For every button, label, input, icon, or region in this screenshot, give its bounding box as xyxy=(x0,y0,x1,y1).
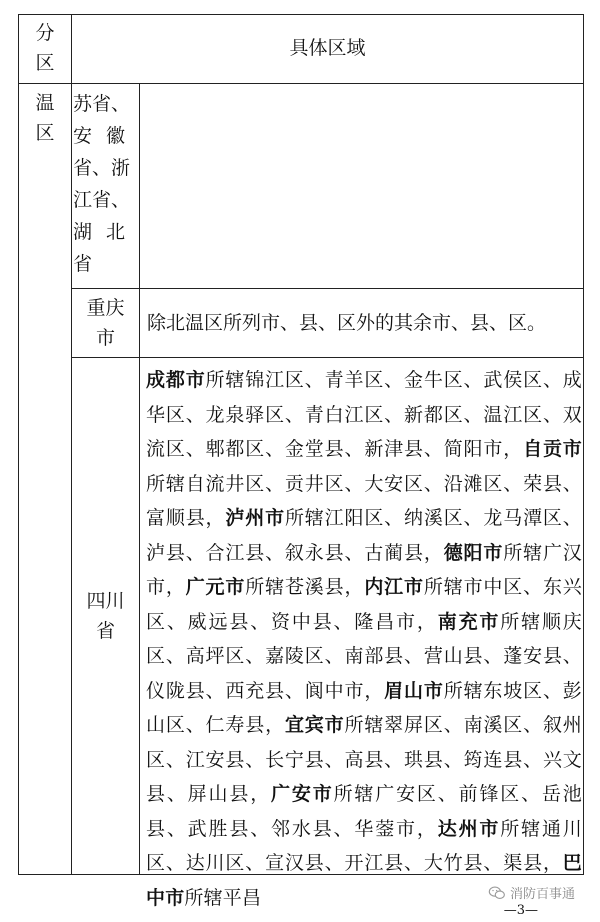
district-list: 所辖苍溪县， xyxy=(245,576,365,598)
district-list: 所辖自流井区、贡井区、大安区、沿滩区、荣县、富顺县， xyxy=(146,472,582,529)
district-list: 所辖平昌 xyxy=(184,886,262,909)
district-list: 所辖东坡区、彭山区、仁寿县， xyxy=(146,679,582,736)
table-right-border xyxy=(583,14,584,875)
district-list: 所辖翠屏区、南溪区、叙州区、江安县、长宁县、高县、珙县、筠连县、兴文县、屏山县， xyxy=(146,714,582,805)
area-chongqing: 除北温区所列市、县、区外的其余市、县、区。 xyxy=(147,312,547,334)
zone-label xyxy=(19,88,71,148)
city-name: 德阳市 xyxy=(443,541,504,564)
district-list: 所辖广汉市， xyxy=(146,541,582,598)
city-name: 泸州市 xyxy=(225,507,285,529)
city-name: 宜宾市 xyxy=(284,714,345,736)
city-name: 广安市 xyxy=(271,783,334,805)
header-area-label: 具体区域 xyxy=(289,37,366,59)
district-list: 所辖锦江区、青羊区、金牛区、武侯区、成华区、龙泉驿区、青白江区、新都区、温江区、双流区、郫都区、金堂县、新津县、简阳市， xyxy=(146,369,582,460)
header-zone-label xyxy=(19,18,71,78)
zone-char-2: 区 xyxy=(35,122,55,144)
wechat-icon xyxy=(488,886,506,900)
row-separator-2 xyxy=(71,357,584,358)
province-line: 江省、 xyxy=(73,189,131,211)
city-name: 巴中市 xyxy=(146,852,582,909)
province-line: 省 xyxy=(73,253,93,275)
header-zone-char-2: 区 xyxy=(35,52,55,74)
city-name: 内江市 xyxy=(364,576,424,598)
district-list: 所辖广安区、前锋区、岳池县、武胜县、邻水县、华蓥市， xyxy=(146,783,583,840)
district-list: 所辖江阳区、纳溪区、龙马潭区、泸县、合江县、叙永县、古蔺县， xyxy=(146,507,582,564)
province-line: 省 xyxy=(95,620,115,642)
city-name: 南充市 xyxy=(437,610,501,633)
province-line: 安 徽 xyxy=(73,125,130,147)
province-line: 湖 北 xyxy=(73,221,130,243)
city-name: 眉山市 xyxy=(384,679,444,702)
province-line: 重庆 xyxy=(86,297,125,319)
province-sichuan xyxy=(72,586,139,646)
district-list: 所辖通川区、达川区、宣汉县、开江县、大竹县、渠县， xyxy=(146,817,582,874)
page-number: —3— xyxy=(503,903,538,918)
city-name: 达州市 xyxy=(437,817,501,840)
zone-column-divider xyxy=(71,14,72,875)
province-line: 四川 xyxy=(86,590,125,612)
province-line: 省、浙 xyxy=(73,157,131,179)
row-separator-1 xyxy=(71,288,584,289)
area-sichuan xyxy=(146,363,582,915)
city-name: 自贡市 xyxy=(523,438,582,460)
province-line: 苏省、 xyxy=(73,93,131,115)
province-column-divider xyxy=(139,83,140,875)
district-list: 所辖顺庆区、高坪区、嘉陵区、南部县、营山县、蓬安县、仪陇县、西充县、阆中市， xyxy=(146,610,582,702)
table-top-border xyxy=(18,14,584,15)
watermark-text: 消防百事通 xyxy=(510,887,576,902)
province-jiangsu-anhui-zhejiang-hubei xyxy=(73,88,139,280)
city-name: 成都市 xyxy=(146,369,206,391)
header-zone-char-1: 分 xyxy=(35,22,55,44)
province-chongqing xyxy=(72,293,139,353)
province-line: 市 xyxy=(95,327,115,349)
zone-char-1: 温 xyxy=(35,92,55,114)
watermark xyxy=(488,883,575,902)
district-list: 所辖市中区、东兴区、威远县、资中县、隆昌市， xyxy=(146,576,582,633)
city-name: 广元市 xyxy=(185,576,246,598)
header-separator xyxy=(18,83,584,84)
